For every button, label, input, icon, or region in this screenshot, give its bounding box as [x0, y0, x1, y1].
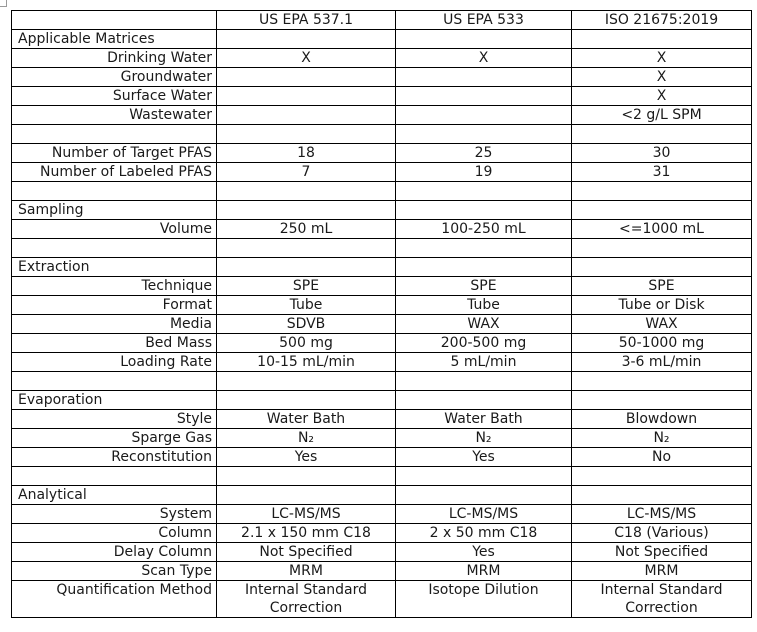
value-cell[interactable]: LC-MS/MS: [217, 505, 396, 524]
value-cell[interactable]: [217, 201, 396, 220]
value-cell[interactable]: No: [572, 448, 752, 467]
value-cell[interactable]: [572, 182, 752, 201]
value-cell[interactable]: 30: [572, 144, 752, 163]
value-cell[interactable]: [217, 125, 396, 144]
section-label-cell[interactable]: Applicable Matrices: [12, 30, 217, 49]
value-cell[interactable]: Not Specified: [572, 543, 752, 562]
value-cell[interactable]: [217, 68, 396, 87]
value-cell[interactable]: [396, 486, 572, 505]
section-label-cell[interactable]: Analytical: [12, 486, 217, 505]
value-cell[interactable]: [217, 30, 396, 49]
value-cell[interactable]: 18: [217, 144, 396, 163]
value-cell[interactable]: [396, 182, 572, 201]
value-cell[interactable]: 10-15 mL/min: [217, 353, 396, 372]
row-label-cell[interactable]: Media: [12, 315, 217, 334]
value-cell[interactable]: [396, 106, 572, 125]
value-cell[interactable]: 250 mL: [217, 220, 396, 239]
blank-row: [12, 239, 752, 258]
row-label-cell[interactable]: [12, 182, 217, 201]
table-row: [12, 220, 752, 239]
row-label-cell[interactable]: [12, 239, 217, 258]
table-row: [12, 106, 752, 125]
value-cell[interactable]: [396, 87, 572, 106]
value-cell[interactable]: Tube: [217, 296, 396, 315]
row-label-cell[interactable]: Sparge Gas: [12, 429, 217, 448]
table-row: [12, 277, 752, 296]
value-cell[interactable]: [572, 30, 752, 49]
row-label-cell[interactable]: Delay Column: [12, 543, 217, 562]
blank-row: [12, 467, 752, 486]
value-cell[interactable]: [572, 201, 752, 220]
value-cell[interactable]: Water Bath: [396, 410, 572, 429]
value-cell[interactable]: Isotope Dilution: [396, 581, 572, 618]
value-cell[interactable]: Yes: [396, 543, 572, 562]
value-cell[interactable]: [396, 467, 572, 486]
row-label-cell[interactable]: Scan Type: [12, 562, 217, 581]
value-cell[interactable]: Internal Standard Correction: [572, 581, 752, 618]
section-row: [12, 201, 752, 220]
table-row: [12, 144, 752, 163]
value-cell[interactable]: Internal Standard Correction: [217, 581, 396, 618]
header-cell-iso-21675[interactable]: ISO 21675:2019: [572, 11, 752, 30]
value-cell[interactable]: Yes: [217, 448, 396, 467]
table-row: [12, 524, 752, 543]
row-label-cell[interactable]: Number of Labeled PFAS: [12, 163, 217, 182]
value-cell[interactable]: N₂: [572, 429, 752, 448]
table-row: [12, 315, 752, 334]
value-cell[interactable]: C18 (Various): [572, 524, 752, 543]
row-label-cell[interactable]: Number of Target PFAS: [12, 144, 217, 163]
row-label-cell[interactable]: Wastewater: [12, 106, 217, 125]
value-cell[interactable]: [572, 258, 752, 277]
value-cell[interactable]: WAX: [572, 315, 752, 334]
value-cell[interactable]: <=1000 mL: [572, 220, 752, 239]
value-cell[interactable]: [217, 258, 396, 277]
value-cell[interactable]: [217, 391, 396, 410]
value-cell[interactable]: MRM: [396, 562, 572, 581]
row-label-cell[interactable]: [12, 372, 217, 391]
value-cell[interactable]: N₂: [396, 429, 572, 448]
value-cell[interactable]: X: [572, 68, 752, 87]
table-row: [12, 505, 752, 524]
value-cell[interactable]: 7: [217, 163, 396, 182]
value-cell[interactable]: MRM: [572, 562, 752, 581]
section-row: [12, 391, 752, 410]
header-cell-blank[interactable]: [12, 11, 217, 30]
table-row: [12, 543, 752, 562]
section-row: [12, 30, 752, 49]
value-cell[interactable]: [217, 182, 396, 201]
value-cell[interactable]: Yes: [396, 448, 572, 467]
value-cell[interactable]: SPE: [217, 277, 396, 296]
value-cell[interactable]: 31: [572, 163, 752, 182]
value-cell[interactable]: SPE: [572, 277, 752, 296]
row-label-cell[interactable]: Drinking Water: [12, 49, 217, 68]
section-label-cell[interactable]: Extraction: [12, 258, 217, 277]
table-row: [12, 562, 752, 581]
row-label-cell[interactable]: Quantification Method: [12, 581, 217, 618]
pfas-method-comparison-table: [11, 10, 752, 618]
value-cell[interactable]: 2.1 x 150 mm C18: [217, 524, 396, 543]
section-row: [12, 258, 752, 277]
table-row: [12, 49, 752, 68]
row-label-cell[interactable]: Loading Rate: [12, 353, 217, 372]
value-cell[interactable]: [396, 30, 572, 49]
value-cell[interactable]: [396, 201, 572, 220]
section-row: [12, 486, 752, 505]
value-cell[interactable]: X: [572, 49, 752, 68]
blank-row: [12, 182, 752, 201]
row-label-cell[interactable]: System: [12, 505, 217, 524]
value-cell[interactable]: 50-1000 mg: [572, 334, 752, 353]
blank-row: [12, 372, 752, 391]
row-label-cell[interactable]: Reconstitution: [12, 448, 217, 467]
value-cell[interactable]: [217, 467, 396, 486]
table-row: [12, 334, 752, 353]
value-cell[interactable]: [396, 68, 572, 87]
select-all-corner[interactable]: [0, 0, 7, 7]
value-cell[interactable]: X: [396, 49, 572, 68]
header-cell-us-epa-533[interactable]: US EPA 533: [396, 11, 572, 30]
value-cell[interactable]: [396, 372, 572, 391]
header-cell-us-epa-537-1[interactable]: US EPA 537.1: [217, 11, 396, 30]
table-row: [12, 68, 752, 87]
value-cell[interactable]: N₂: [217, 429, 396, 448]
row-label-cell[interactable]: Surface Water: [12, 87, 217, 106]
value-cell[interactable]: LC-MS/MS: [396, 505, 572, 524]
table-row: [12, 87, 752, 106]
value-cell[interactable]: 19: [396, 163, 572, 182]
row-label-cell[interactable]: Style: [12, 410, 217, 429]
value-cell[interactable]: 100-250 mL: [396, 220, 572, 239]
value-cell[interactable]: [217, 87, 396, 106]
row-label-cell[interactable]: [12, 467, 217, 486]
value-cell[interactable]: [396, 239, 572, 258]
value-cell[interactable]: [396, 258, 572, 277]
value-cell[interactable]: SPE: [396, 277, 572, 296]
value-cell[interactable]: <2 g/L SPM: [572, 106, 752, 125]
table-row: [12, 448, 752, 467]
value-cell[interactable]: Not Specified: [217, 543, 396, 562]
value-cell[interactable]: [217, 486, 396, 505]
table-row: [12, 163, 752, 182]
header-row: [12, 11, 752, 30]
value-cell[interactable]: [217, 372, 396, 391]
value-cell[interactable]: 5 mL/min: [396, 353, 572, 372]
value-cell[interactable]: [572, 391, 752, 410]
value-cell[interactable]: 2 x 50 mm C18: [396, 524, 572, 543]
table-row: [12, 353, 752, 372]
value-cell[interactable]: Tube: [396, 296, 572, 315]
value-cell[interactable]: Water Bath: [217, 410, 396, 429]
value-cell[interactable]: 25: [396, 144, 572, 163]
value-cell[interactable]: X: [572, 87, 752, 106]
table-row: [12, 429, 752, 448]
value-cell[interactable]: [396, 125, 572, 144]
value-cell[interactable]: LC-MS/MS: [572, 505, 752, 524]
value-cell[interactable]: [572, 125, 752, 144]
value-cell[interactable]: X: [217, 49, 396, 68]
row-label-cell[interactable]: Bed Mass: [12, 334, 217, 353]
value-cell[interactable]: [572, 467, 752, 486]
value-cell[interactable]: [572, 239, 752, 258]
row-label-cell[interactable]: [12, 125, 217, 144]
table-row: [12, 410, 752, 429]
value-cell[interactable]: SDVB: [217, 315, 396, 334]
value-cell[interactable]: MRM: [217, 562, 396, 581]
value-cell[interactable]: [572, 486, 752, 505]
value-cell[interactable]: [572, 372, 752, 391]
blank-row: [12, 125, 752, 144]
value-cell[interactable]: [217, 106, 396, 125]
row-label-cell[interactable]: Groundwater: [12, 68, 217, 87]
row-label-cell[interactable]: Volume: [12, 220, 217, 239]
table-row: [12, 581, 752, 618]
value-cell[interactable]: [217, 239, 396, 258]
value-cell[interactable]: 3-6 mL/min: [572, 353, 752, 372]
table-body: [12, 11, 752, 618]
value-cell[interactable]: WAX: [396, 315, 572, 334]
row-label-cell[interactable]: Column: [12, 524, 217, 543]
value-cell[interactable]: [396, 391, 572, 410]
row-label-cell[interactable]: Format: [12, 296, 217, 315]
value-cell[interactable]: 200-500 mg: [396, 334, 572, 353]
section-label-cell[interactable]: Evaporation: [12, 391, 217, 410]
table-row: [12, 296, 752, 315]
value-cell[interactable]: Blowdown: [572, 410, 752, 429]
section-label-cell[interactable]: Sampling: [12, 201, 217, 220]
value-cell[interactable]: Tube or Disk: [572, 296, 752, 315]
value-cell[interactable]: 500 mg: [217, 334, 396, 353]
row-label-cell[interactable]: Technique: [12, 277, 217, 296]
